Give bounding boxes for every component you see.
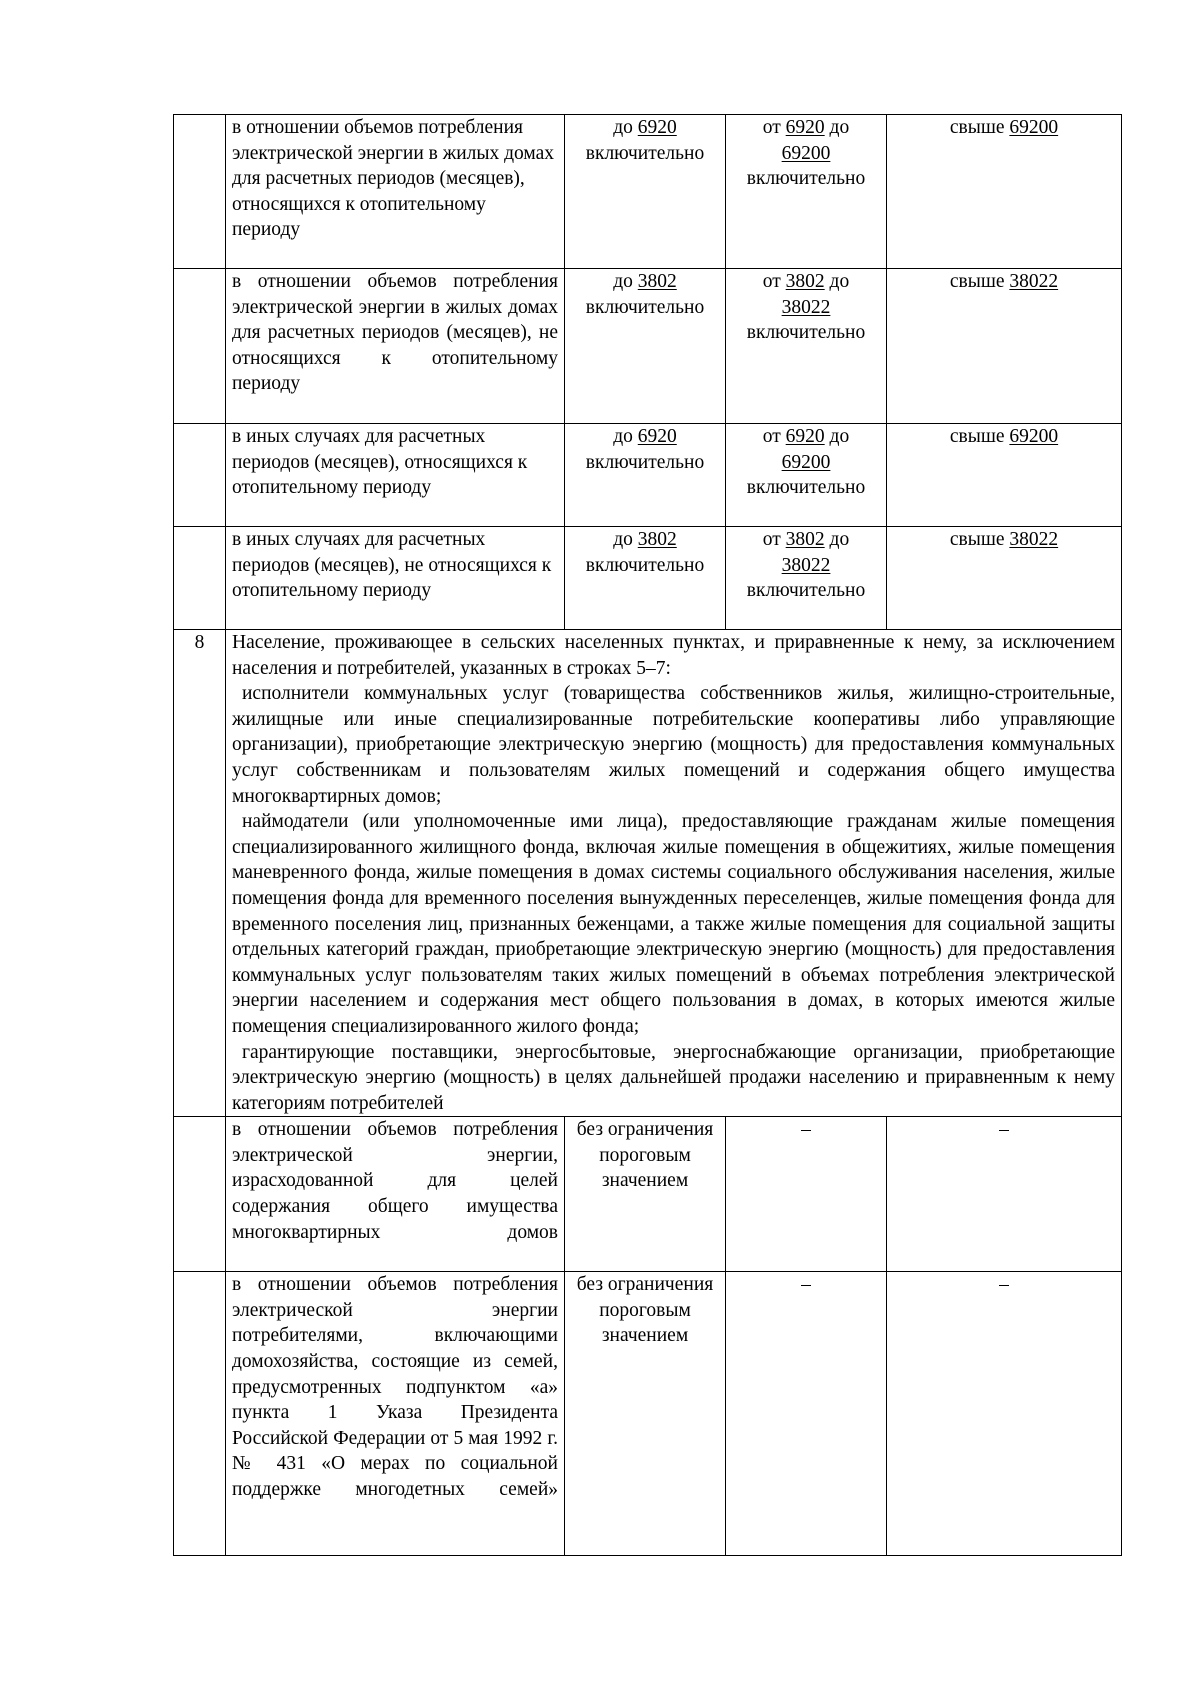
- threshold-upper-cell: свыше 38022: [887, 527, 1122, 630]
- threshold-value: 69200: [1009, 117, 1059, 138]
- threshold-value: 3802: [637, 529, 677, 550]
- threshold-value: 6920: [785, 426, 825, 447]
- paragraph: наймодатели (или уполномоченные ими лица), предоставляющие гражданам жилые помещения специализированного жилищного фонда, включая жилые помещения в общежитиях, жилые помещения маневренного фонда, жилые помещения в домах системы социального обслуживания населения, жилые помещения фонда для временного поселения вынужденных переселенцев, жилые помещения фонда для временного поселения лиц, признанных беженцами, а также жилые помещения для социальной защиты отдельных категорий граждан, приобретающие электрическую энергию (мощность) для предоставления коммунальных услуг пользователям таких жилых помещений в объемах потребления электрической энергии населением и содержания мест общего пользования в домах, в которых имеются жилые помещения специализированного жилого фонда;: [232, 811, 1115, 1037]
- threshold-range-cell: –: [726, 1117, 887, 1272]
- table-row: [174, 1272, 1122, 1556]
- threshold-value: 38022: [1009, 271, 1059, 292]
- threshold-value: 3802: [785, 271, 825, 292]
- paragraph: Население, проживающее в сельских населенных пунктах, и приравненные к нему, за исключением населения и потребителей, указанных в строках 5–7:: [232, 632, 1115, 679]
- threshold-range-cell: –: [726, 1272, 887, 1556]
- threshold-upper-cell: свыше 38022: [887, 269, 1122, 424]
- threshold-range-cell: от 3802 до 38022 включительно: [726, 269, 887, 424]
- threshold-range-cell: от 6920 до 69200 включительно: [726, 115, 887, 269]
- threshold-upper-cell: –: [887, 1272, 1122, 1556]
- threshold-value: 6920: [637, 117, 677, 138]
- paragraph: исполнители коммунальных услуг (товарищества собственников жилья, жилищно-строительные, жилищные или иные специализированные потребительские кооперативы либо управляющие организации), приобретающие электрическую энергию (мощность) для предоставления коммунальных услуг собственникам и пользователям жилых помещений и содержания общего имущества многоквартирных домов;: [232, 683, 1115, 807]
- threshold-upper-cell: свыше 69200: [887, 424, 1122, 527]
- row-description: в иных случаях для расчетных периодов (месяцев), не относящихся к отопительному периоду: [226, 527, 565, 630]
- tariff-table: [173, 114, 1122, 1556]
- table-row: [174, 115, 1122, 269]
- row-number-cell: [174, 1272, 226, 1556]
- threshold-value: 38022: [1009, 529, 1059, 550]
- threshold-range-cell: от 3802 до 38022 включительно: [726, 527, 887, 630]
- row-number: 8: [174, 630, 226, 1117]
- row-8-description: [226, 630, 1122, 1117]
- table-row: [174, 424, 1122, 527]
- row-number-cell: [174, 1117, 226, 1272]
- row-number-cell: [174, 269, 226, 424]
- threshold-value: 6920: [785, 117, 825, 138]
- threshold-upper-cell: свыше 69200: [887, 115, 1122, 269]
- threshold-lower-cell: до 6920 включительно: [565, 424, 726, 527]
- threshold-value: 69200: [781, 451, 831, 473]
- table-row: [174, 1117, 1122, 1272]
- threshold-lower-cell: до 3802 включительно: [565, 269, 726, 424]
- row-description: в иных случаях для расчетных периодов (месяцев), относящихся к отопительному периоду: [226, 424, 565, 527]
- threshold-value: 3802: [785, 529, 825, 550]
- table-row-8: [174, 630, 1122, 1117]
- threshold-upper-cell: –: [887, 1117, 1122, 1272]
- threshold-lower-cell: без ограничения пороговым значением: [565, 1117, 726, 1272]
- threshold-value: 3802: [637, 271, 677, 292]
- threshold-value: 69200: [781, 142, 831, 164]
- row-number-cell: [174, 527, 226, 630]
- threshold-value: 38022: [781, 554, 831, 576]
- row-number-cell: [174, 424, 226, 527]
- row-description: в отношении объемов потребления электрической энергии, израсходованной для целей содержания общего имущества многоквартирных домов: [226, 1117, 565, 1272]
- table-row: [174, 527, 1122, 630]
- threshold-value: 38022: [781, 296, 831, 318]
- threshold-lower-cell: без ограничения пороговым значением: [565, 1272, 726, 1556]
- row-description: в отношении объемов потребления электрической энергии потребителями, включающими домохозяйства, состоящие из семей, предусмотренных подпунктом «а» пункта 1 Указа Президента Российской Федерации от 5 мая 1992 г. № 431 «О мерах по социальной поддержке многодетных семей»: [226, 1272, 565, 1556]
- threshold-lower-cell: до 6920 включительно: [565, 115, 726, 269]
- row-number-cell: [174, 115, 226, 269]
- threshold-value: 69200: [1009, 426, 1059, 447]
- paragraph: гарантирующие поставщики, энергосбытовые, энергоснабжающие организации, приобретающие электрическую энергию (мощность) в целях дальнейшей продажи населению и приравненным к нему категориям потребителей: [232, 1041, 1115, 1114]
- row-description: в отношении объемов потребления электрической энергии в жилых домах для расчетных периодов (месяцев), не относящихся к отопительному периоду: [226, 269, 565, 424]
- threshold-value: 6920: [637, 426, 677, 447]
- table-row: [174, 269, 1122, 424]
- threshold-lower-cell: до 3802 включительно: [565, 527, 726, 630]
- row-description: в отношении объемов потребления электрической энергии в жилых домах для расчетных периодов (месяцев), относящихся к отопительному периоду: [226, 115, 565, 269]
- threshold-range-cell: от 6920 до 69200 включительно: [726, 424, 887, 527]
